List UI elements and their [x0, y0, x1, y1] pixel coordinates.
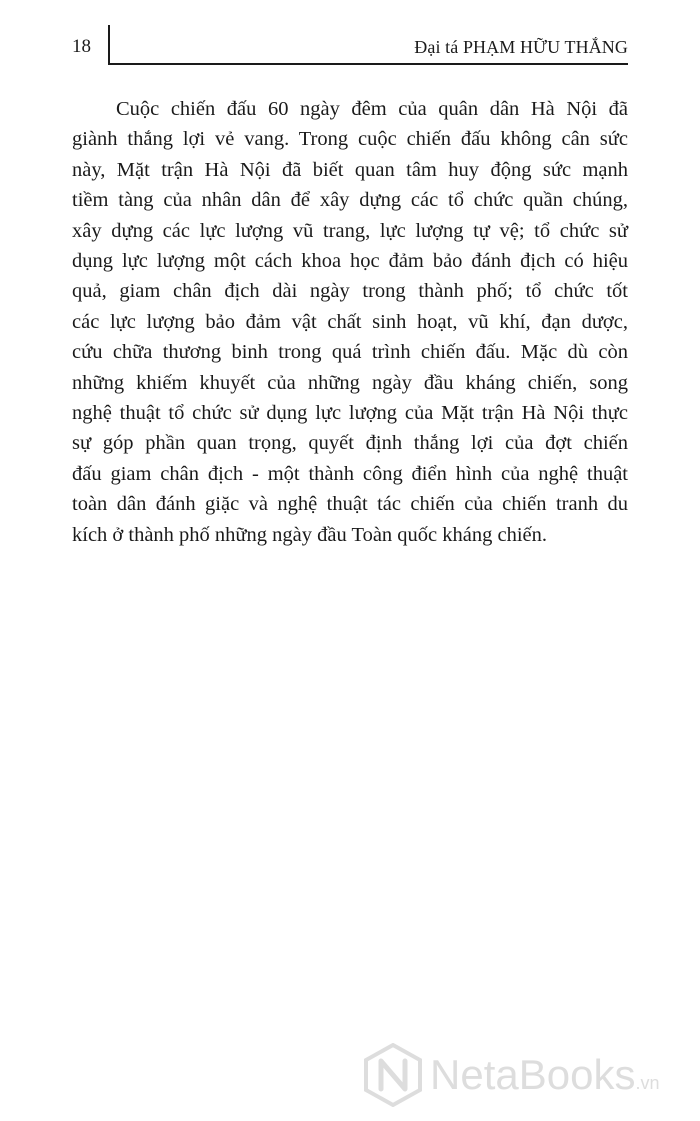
body-paragraph [72, 94, 628, 550]
watermark-brand: NetaBooks [430, 1051, 636, 1098]
paragraph-line: cứu chữa thương binh trong quá trình chiến đấu. Mặc dù còn [72, 341, 628, 364]
netabooks-n-logo-icon [362, 1043, 424, 1107]
running-head: Đại tá PHẠM HỮU THẮNG [414, 37, 628, 57]
paragraph-line: toàn dân đánh giặc và nghệ thuật tác chiến của chiến tranh du [72, 493, 628, 516]
paragraph-line: này, Mặt trận Hà Nội đã biết quan tâm huy động sức mạnh [72, 158, 628, 181]
header-divider [108, 25, 110, 65]
paragraph-line: sự góp phần quan trọng, quyết định thắng lợi của đợt chiến [72, 432, 628, 455]
paragraph-line: tiềm tàng của nhân dân để xây dựng các tổ chức quần chúng, [72, 189, 628, 212]
page-number: 18 [72, 36, 91, 57]
header-rule [108, 63, 628, 65]
paragraph-line: nghệ thuật tổ chức sử dụng lực lượng của Mặt trận Hà Nội thực [72, 402, 628, 425]
paragraph-line: dụng lực lượng một cách khoa học đảm bảo đánh địch có hiệu [72, 250, 628, 273]
paragraph-line: xây dựng các lực lượng vũ trang, lực lượng tự vệ; tổ chức sử [72, 219, 628, 242]
watermark-text [430, 1051, 659, 1107]
paragraph-line: quả, giam chân địch dài ngày trong thành phố; tổ chức tốt [72, 280, 628, 303]
watermark-suffix: .vn [635, 1073, 660, 1093]
netabooks-watermark [362, 1043, 682, 1107]
paragraph-line: kích ở thành phố những ngày đầu Toàn quốc kháng chiến. [72, 523, 548, 546]
paragraph-line: đấu giam chân địch - một thành công điển hình của nghệ thuật [72, 462, 628, 485]
paragraph-line: giành thắng lợi vẻ vang. Trong cuộc chiến đấu không cân sức [72, 128, 628, 151]
paragraph-line: Cuộc chiến đấu 60 ngày đêm của quân dân Hà Nội đã [116, 98, 628, 120]
paragraph-line: những khiếm khuyết của những ngày đầu kháng chiến, song [72, 371, 628, 394]
paragraph-line: các lực lượng bảo đảm vật chất sinh hoạt, vũ khí, đạn dược, [72, 310, 628, 333]
